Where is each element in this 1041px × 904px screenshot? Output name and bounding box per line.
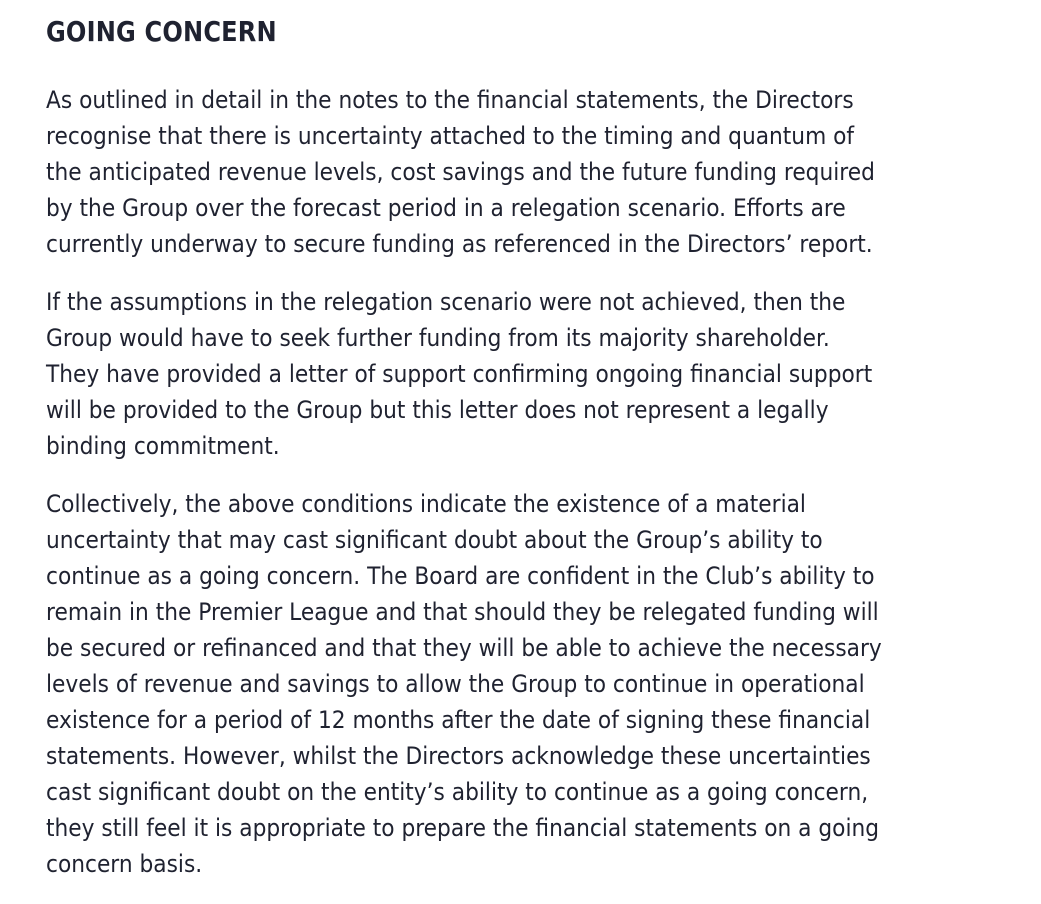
- paragraph-line: statements. However, whilst the Directors acknowledge these uncertainties: [46, 742, 871, 770]
- paragraph-line: continue as a going concern. The Board are confident in the Club’s ability to: [46, 562, 875, 590]
- section-heading: GOING CONCERN: [46, 15, 277, 48]
- paragraph-line: levels of revenue and savings to allow the Group to continue in operational: [46, 670, 865, 698]
- paragraph-line: be secured or refinanced and that they will be able to achieve the necessary: [46, 634, 882, 662]
- paragraph-line: uncertainty that may cast significant doubt about the Group’s ability to: [46, 526, 823, 554]
- paragraph-line: binding commitment.: [46, 432, 280, 460]
- document-page: [46, 12, 1006, 904]
- paragraph-1: [46, 82, 1006, 262]
- paragraph-line: cast significant doubt on the entity’s ability to continue as a going concern,: [46, 778, 869, 806]
- paragraph-line: by the Group over the forecast period in a relegation scenario. Efforts are: [46, 194, 846, 222]
- paragraph-line: currently underway to secure funding as referenced in the Directors’ report.: [46, 230, 873, 258]
- paragraph-line: Group would have to seek further funding from its majority shareholder.: [46, 324, 830, 352]
- paragraph-line: As outlined in detail in the notes to the financial statements, the Directors: [46, 86, 854, 114]
- paragraph-line: they still feel it is appropriate to prepare the financial statements on a going: [46, 814, 880, 842]
- paragraph-line: If the assumptions in the relegation scenario were not achieved, then the: [46, 288, 846, 316]
- paragraph-line: They have provided a letter of support confirming ongoing financial support: [46, 360, 873, 388]
- paragraph-line: existence for a period of 12 months after the date of signing these financial: [46, 706, 871, 734]
- paragraph-line: Collectively, the above conditions indicate the existence of a material: [46, 490, 806, 518]
- paragraph-3: [46, 486, 1006, 882]
- section-body: [46, 82, 1006, 882]
- paragraph-line: the anticipated revenue levels, cost savings and the future funding required: [46, 158, 875, 186]
- paragraph-line: concern basis.: [46, 850, 203, 878]
- paragraph-line: will be provided to the Group but this letter does not represent a legally: [46, 396, 829, 424]
- paragraph-line: recognise that there is uncertainty attached to the timing and quantum of: [46, 122, 855, 150]
- paragraph-line: remain in the Premier League and that should they be relegated funding will: [46, 598, 879, 626]
- paragraph-2: [46, 284, 1006, 464]
